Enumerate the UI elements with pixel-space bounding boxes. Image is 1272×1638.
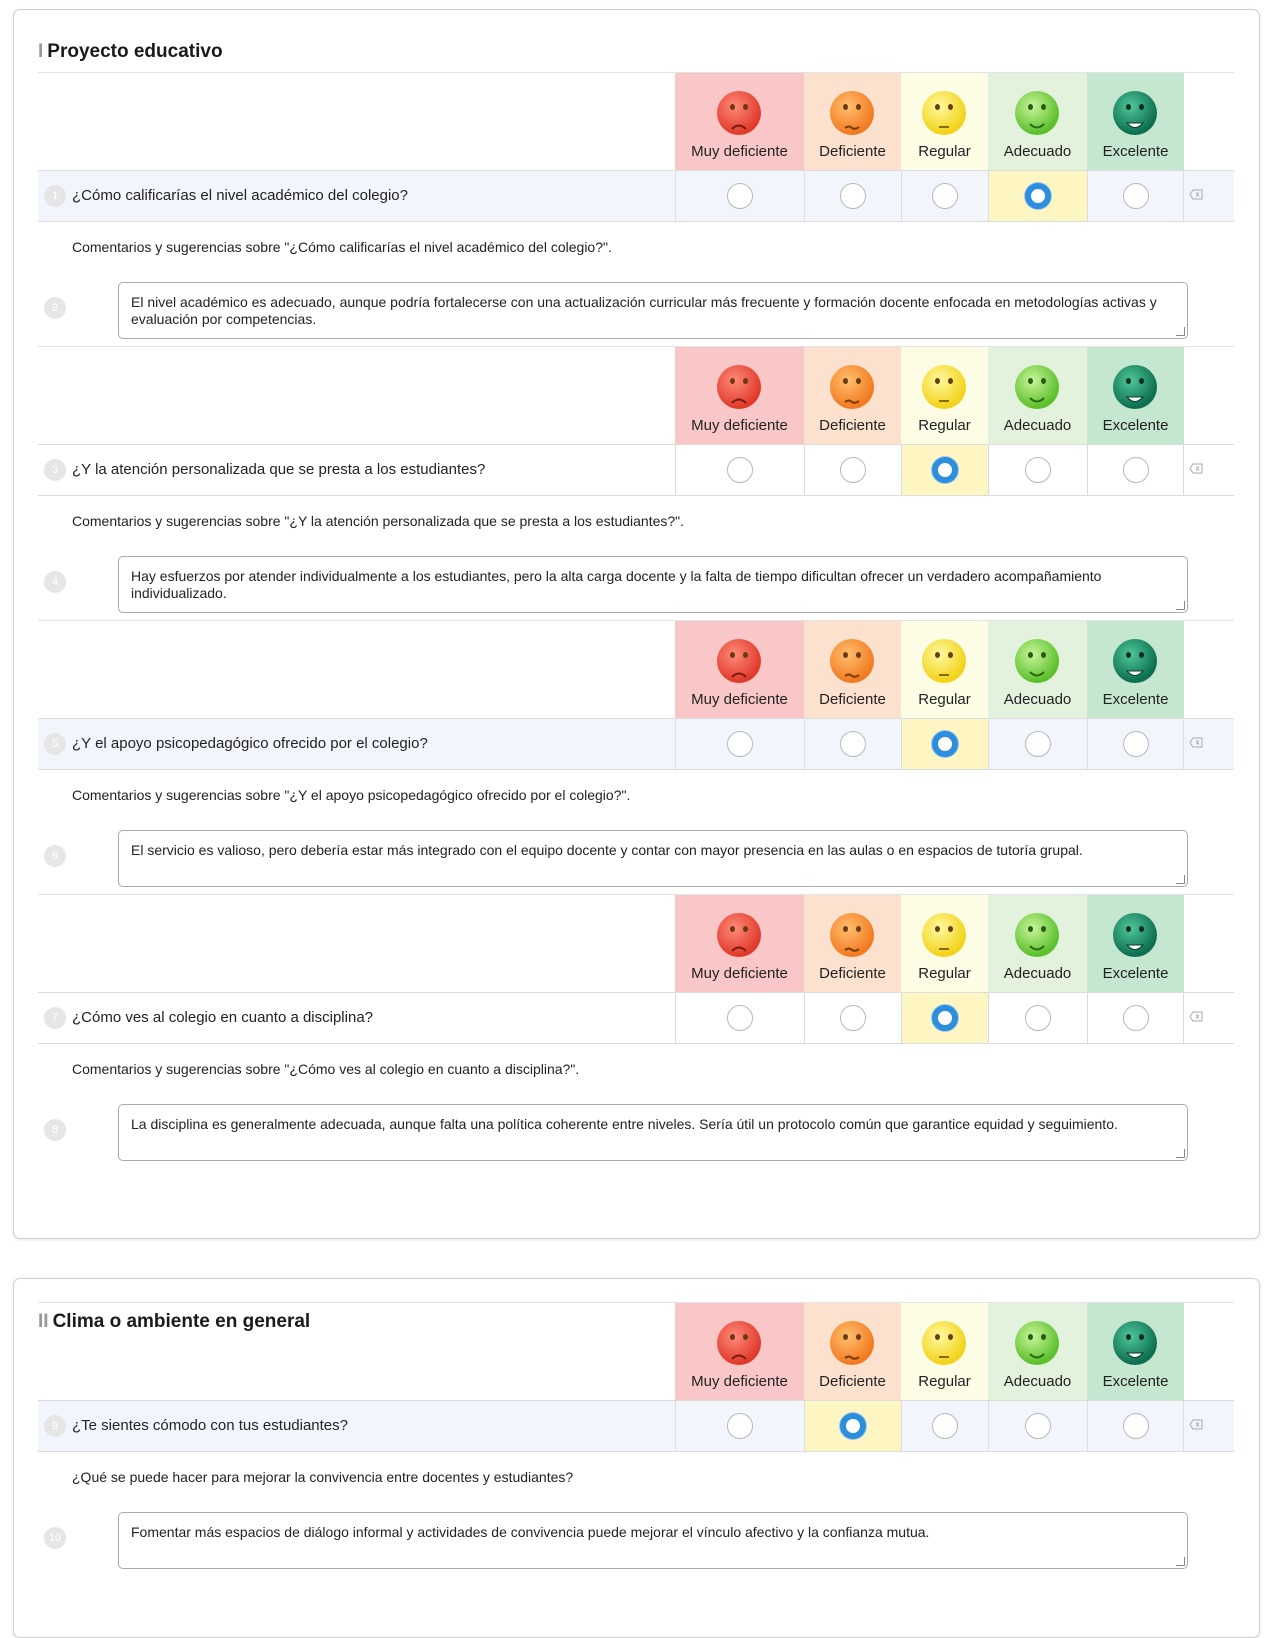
resize-handle-icon[interactable] [1176, 601, 1185, 610]
rating-header-cell [1087, 895, 1184, 993]
rating-label: Regular [918, 965, 971, 982]
rating-header-cell [1087, 1303, 1184, 1401]
rating-header-cell [675, 895, 804, 993]
rating-label: Regular [918, 143, 971, 160]
angry-face-icon [717, 1321, 761, 1365]
grin-face-icon [1113, 91, 1157, 135]
question-text: ¿Cómo calificarías el nivel académico del colegio? [72, 187, 408, 204]
resize-handle-icon[interactable] [1176, 875, 1185, 884]
radio-button[interactable] [1123, 183, 1149, 209]
worried-face-icon [830, 913, 874, 957]
radio-button[interactable] [1025, 731, 1051, 757]
radio-button[interactable] [840, 1413, 866, 1439]
radio-button[interactable] [1025, 457, 1051, 483]
section-proyecto-educativo [13, 9, 1260, 1239]
rating-label: Adecuado [1003, 417, 1072, 434]
rating-label: Excelente [1102, 1373, 1169, 1390]
rating-header-cell [1087, 73, 1184, 171]
section-clima [13, 1278, 1260, 1638]
neutral-face-icon [922, 91, 966, 135]
rating-option-excelente[interactable] [1087, 171, 1184, 221]
rating-header-cell [988, 895, 1087, 993]
rating-label: Regular [918, 1373, 971, 1390]
comment-text: El servicio es valioso, pero debería estar más integrado con el equipo docente y contar con mayor presencia en las aulas o en espacios de tutoría grupal. [131, 842, 1083, 858]
rating-header-cell [804, 621, 901, 719]
radio-button[interactable] [932, 183, 958, 209]
rating-label: Muy deficiente [691, 691, 788, 708]
radio-button[interactable] [840, 1005, 866, 1031]
rating-option-excelente[interactable] [1087, 719, 1184, 769]
rating-option-regular[interactable] [901, 171, 988, 221]
rating-header-cell [675, 347, 804, 445]
clear-answer-icon[interactable] [1188, 1418, 1204, 1434]
rating-label: Deficiente [819, 143, 886, 160]
neutral-face-icon [922, 365, 966, 409]
resize-handle-icon[interactable] [1176, 1557, 1185, 1566]
comment-label: Comentarios y sugerencias sobre "¿Cómo ves al colegio en cuanto a disciplina?". [72, 1061, 580, 1077]
comment-textarea[interactable] [118, 556, 1188, 613]
question-number: 9 [44, 1415, 66, 1437]
smile-face-icon [1015, 1321, 1059, 1365]
rating-option-deficiente[interactable] [804, 1401, 901, 1451]
rating-option-adecuado[interactable] [988, 719, 1087, 769]
smile-face-icon [1015, 365, 1059, 409]
worried-face-icon [830, 365, 874, 409]
rating-header-cell [675, 1303, 804, 1401]
rating-header [38, 1302, 1234, 1400]
radio-button[interactable] [1123, 1413, 1149, 1439]
comment-textarea[interactable] [118, 830, 1188, 887]
rating-option-muy-deficiente[interactable] [675, 445, 804, 495]
rating-label: Muy deficiente [691, 143, 788, 160]
rating-option-deficiente[interactable] [804, 993, 901, 1043]
rating-header-cell [988, 621, 1087, 719]
radio-button[interactable] [727, 183, 753, 209]
question-number: 1 [44, 185, 66, 207]
radio-button[interactable] [727, 1413, 753, 1439]
rating-header-cell [901, 895, 988, 993]
radio-button[interactable] [1123, 457, 1149, 483]
rating-header-cell [1087, 621, 1184, 719]
question-number: 5 [44, 733, 66, 755]
rating-label: Deficiente [819, 965, 886, 982]
comment-label: Comentarios y sugerencias sobre "¿Cómo calificarías el nivel académico del colegio?". [72, 239, 612, 255]
rating-option-regular[interactable] [901, 445, 988, 495]
radio-button[interactable] [932, 1005, 958, 1031]
smile-face-icon [1015, 91, 1059, 135]
question-number: 6 [44, 845, 66, 867]
rating-option-regular[interactable] [901, 1401, 988, 1451]
rating-option-muy-deficiente[interactable] [675, 1401, 804, 1451]
rating-header-cell [988, 73, 1087, 171]
grin-face-icon [1113, 913, 1157, 957]
radio-button[interactable] [727, 457, 753, 483]
angry-face-icon [717, 639, 761, 683]
worried-face-icon [830, 639, 874, 683]
comment-label: ¿Qué se puede hacer para mejorar la convivencia entre docentes y estudiantes? [72, 1469, 574, 1485]
rating-header-cell [901, 73, 988, 171]
clear-answer-icon[interactable] [1188, 1010, 1204, 1026]
grin-face-icon [1113, 365, 1157, 409]
radio-button[interactable] [932, 731, 958, 757]
worried-face-icon [830, 91, 874, 135]
question-text: ¿Cómo ves al colegio en cuanto a disciplina? [72, 1009, 374, 1026]
rating-header-cell [804, 73, 901, 171]
radio-button[interactable] [932, 1413, 958, 1439]
rating-label: Adecuado [1003, 143, 1072, 160]
section-number: I [38, 41, 44, 62]
rating-header-cell [988, 1303, 1087, 1401]
rating-header [38, 72, 1234, 170]
clear-answer-icon[interactable] [1188, 736, 1204, 752]
question-number: 4 [44, 571, 66, 593]
rating-header-cell [675, 621, 804, 719]
neutral-face-icon [922, 639, 966, 683]
question-number: 2 [44, 297, 66, 319]
radio-button[interactable] [1025, 1005, 1051, 1031]
clear-answer-icon[interactable] [1188, 188, 1204, 204]
smile-face-icon [1015, 639, 1059, 683]
rating-label: Excelente [1102, 691, 1169, 708]
radio-button[interactable] [840, 183, 866, 209]
question-number: 8 [44, 1119, 66, 1141]
section-number: II [38, 1311, 49, 1332]
rating-header [38, 894, 1234, 992]
question-row [38, 718, 1234, 770]
radio-button[interactable] [1123, 731, 1149, 757]
grin-face-icon [1113, 1321, 1157, 1365]
question-number: 10 [44, 1527, 66, 1549]
rating-label: Muy deficiente [691, 965, 788, 982]
neutral-face-icon [922, 913, 966, 957]
rating-label: Excelente [1102, 143, 1169, 160]
section-title [38, 41, 223, 63]
rating-header [38, 620, 1234, 718]
rating-header-cell [675, 73, 804, 171]
rating-option-adecuado[interactable] [988, 445, 1087, 495]
rating-header-cell [901, 1303, 988, 1401]
worried-face-icon [830, 1321, 874, 1365]
rating-label: Regular [918, 417, 971, 434]
rating-label: Excelente [1102, 417, 1169, 434]
rating-header-cell [804, 895, 901, 993]
question-row [38, 992, 1234, 1044]
rating-header-cell [901, 621, 988, 719]
rating-label: Deficiente [819, 691, 886, 708]
comment-text: Hay esfuerzos por atender individualmente a los estudiantes, pero la alta carga docente y la falta de tiempo dificultan ofrecer un verdadero acompañamiento individualizado. [131, 568, 1102, 601]
comment-textarea[interactable] [118, 282, 1188, 339]
question-text: ¿Te sientes cómodo con tus estudiantes? [72, 1417, 348, 1434]
question-text: ¿Y el apoyo psicopedagógico ofrecido por el colegio? [72, 735, 428, 752]
rating-label: Regular [918, 691, 971, 708]
radio-button[interactable] [1025, 1413, 1051, 1439]
rating-label: Muy deficiente [691, 417, 788, 434]
section-title-text: Proyecto educativo [47, 41, 223, 62]
radio-button[interactable] [1025, 183, 1051, 209]
rating-header-cell [901, 347, 988, 445]
rating-label: Deficiente [819, 1373, 886, 1390]
rating-label: Adecuado [1003, 965, 1072, 982]
comment-textarea[interactable] [118, 1512, 1188, 1569]
radio-button[interactable] [840, 731, 866, 757]
rating-option-adecuado[interactable] [988, 993, 1087, 1043]
clear-answer-icon[interactable] [1188, 462, 1204, 478]
rating-option-deficiente[interactable] [804, 171, 901, 221]
question-row [38, 444, 1234, 496]
angry-face-icon [717, 91, 761, 135]
rating-label: Adecuado [1003, 1373, 1072, 1390]
rating-label: Deficiente [819, 417, 886, 434]
rating-header-cell [804, 1303, 901, 1401]
question-number: 3 [44, 459, 66, 481]
comment-text: Fomentar más espacios de diálogo informal y actividades de convivencia puede mejorar el vínculo afectivo y la confianza mutua. [131, 1524, 930, 1540]
section-title-text: Clima o ambiente en general [52, 1311, 311, 1332]
radio-button[interactable] [840, 457, 866, 483]
rating-option-muy-deficiente[interactable] [675, 171, 804, 221]
rating-option-excelente[interactable] [1087, 1401, 1184, 1451]
comment-text: La disciplina es generalmente adecuada, aunque falta una política coherente entre niveles. Sería útil un protocolo común que garantice equidad y seguimiento. [131, 1116, 1118, 1132]
radio-button[interactable] [727, 1005, 753, 1031]
rating-label: Excelente [1102, 965, 1169, 982]
rating-option-excelente[interactable] [1087, 993, 1184, 1043]
rating-option-muy-deficiente[interactable] [675, 993, 804, 1043]
question-number: 7 [44, 1007, 66, 1029]
angry-face-icon [717, 365, 761, 409]
rating-option-deficiente[interactable] [804, 445, 901, 495]
comment-text: El nivel académico es adecuado, aunque podría fortalecerse con una actualización curricular más frecuente y formación docente enfocada en metodologías activas y evaluación por competencias. [131, 294, 1157, 327]
rating-header-cell [804, 347, 901, 445]
rating-option-adecuado[interactable] [988, 171, 1087, 221]
question-text: ¿Y la atención personalizada que se presta a los estudiantes? [72, 461, 486, 478]
rating-option-adecuado[interactable] [988, 1401, 1087, 1451]
rating-label: Adecuado [1003, 691, 1072, 708]
rating-option-excelente[interactable] [1087, 445, 1184, 495]
grin-face-icon [1113, 639, 1157, 683]
comment-label: Comentarios y sugerencias sobre "¿Y el apoyo psicopedagógico ofrecido por el colegio?". [72, 787, 631, 803]
rating-label: Muy deficiente [691, 1373, 788, 1390]
smile-face-icon [1015, 913, 1059, 957]
question-row [38, 1400, 1234, 1452]
radio-button[interactable] [1123, 1005, 1149, 1031]
neutral-face-icon [922, 1321, 966, 1365]
rating-option-regular[interactable] [901, 719, 988, 769]
rating-option-deficiente[interactable] [804, 719, 901, 769]
rating-header-cell [988, 347, 1087, 445]
comment-label: Comentarios y sugerencias sobre "¿Y la atención personalizada que se presta a los estudiantes?". [72, 513, 685, 529]
rating-header [38, 346, 1234, 444]
radio-button[interactable] [727, 731, 753, 757]
resize-handle-icon[interactable] [1176, 1149, 1185, 1158]
rating-header-cell [1087, 347, 1184, 445]
radio-button[interactable] [932, 457, 958, 483]
rating-option-regular[interactable] [901, 993, 988, 1043]
angry-face-icon [717, 913, 761, 957]
comment-textarea[interactable] [118, 1104, 1188, 1161]
question-row [38, 170, 1234, 222]
rating-option-muy-deficiente[interactable] [675, 719, 804, 769]
resize-handle-icon[interactable] [1176, 327, 1185, 336]
